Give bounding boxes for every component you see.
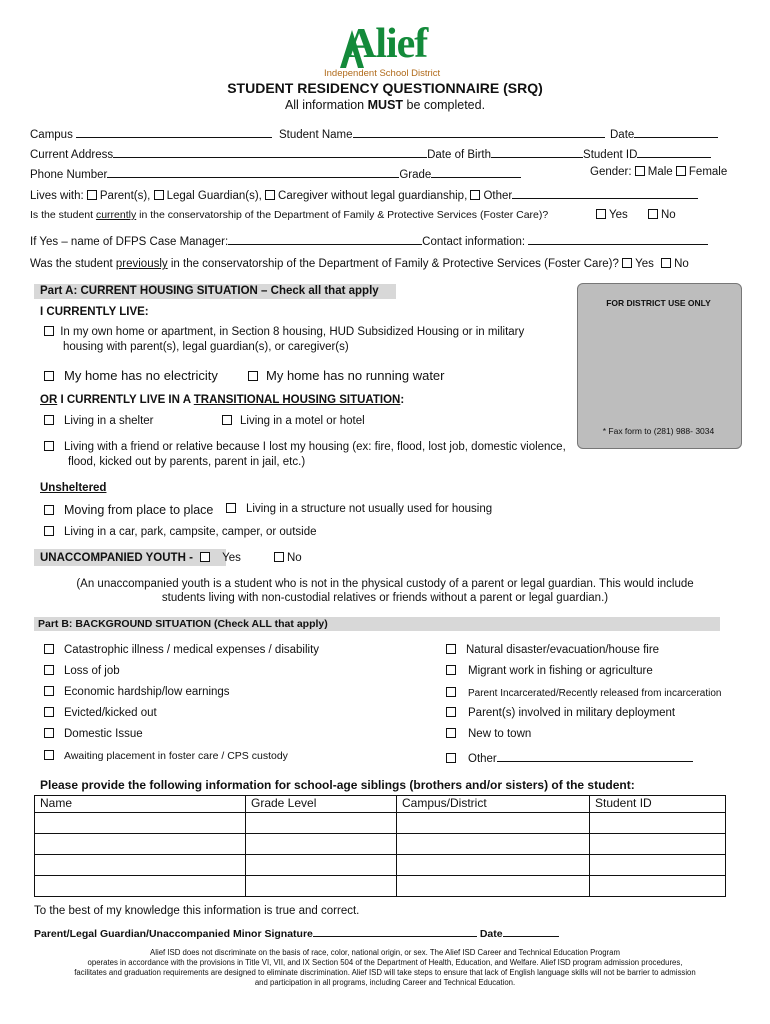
foster-q2-no-checkbox[interactable]	[661, 258, 671, 268]
partb-left-checkbox-1[interactable]	[44, 644, 54, 654]
dob-label: Date of Birth	[427, 149, 492, 161]
parents-label: Parent(s),	[99, 190, 151, 202]
parents-checkbox[interactable]	[87, 190, 97, 200]
form-title: STUDENT RESIDENCY QUESTIONNAIRE (SRQ)	[227, 80, 543, 96]
part-a-header: Part A: CURRENT HOUSING SITUATION – Check all that apply	[40, 285, 379, 297]
sibling-grade-cell[interactable]	[246, 834, 397, 855]
table-row	[35, 855, 726, 876]
partb-left-label-6: Awaiting placement in foster care / CPS custody	[64, 750, 288, 762]
other-checkbox[interactable]	[470, 190, 480, 200]
partb-left-checkbox-6[interactable]	[44, 750, 54, 760]
sibling-id-cell[interactable]	[590, 834, 726, 855]
partb-left-label-2: Loss of job	[64, 665, 120, 677]
no-water-checkbox[interactable]	[248, 371, 258, 381]
unaccompanied-no-checkbox[interactable]	[274, 552, 284, 562]
partb-left-label-3: Economic hardship/low earnings	[64, 686, 230, 698]
friend-relative-label-2: flood, kicked out by parents, parent in jail, etc.)	[68, 456, 306, 468]
unaccompanied-yes-checkbox[interactable]	[200, 552, 210, 562]
contact-field[interactable]	[528, 233, 708, 245]
partb-left-checkbox-2[interactable]	[44, 665, 54, 675]
partb-right-checkbox-3[interactable]	[446, 687, 456, 697]
partb-left-checkbox-4[interactable]	[44, 707, 54, 717]
foster-q1-no-checkbox[interactable]	[648, 209, 658, 219]
sibling-id-cell[interactable]	[590, 813, 726, 834]
sibling-grade-cell[interactable]	[246, 813, 397, 834]
subtitle-post: be completed.	[403, 98, 486, 112]
partb-right-checkbox-5[interactable]	[446, 728, 456, 738]
siblings-table	[34, 795, 726, 897]
foster-q2-no-label: No	[674, 258, 689, 270]
signature-field[interactable]	[313, 925, 477, 937]
sig-date-field[interactable]	[503, 925, 559, 937]
unaccompanied-yes-label: Yes	[222, 552, 241, 564]
legal-guardians-label: Legal Guardian(s),	[166, 190, 262, 202]
col-grade: Grade Level	[246, 796, 397, 813]
i-currently-live: I CURRENTLY LIVE:	[40, 306, 149, 318]
unaccompanied-no-label: No	[287, 552, 302, 564]
motel-label: Living in a motel or hotel	[240, 415, 365, 427]
partb-right-label-5: New to town	[468, 728, 532, 740]
partb-left-label-5: Domestic Issue	[64, 728, 143, 740]
student-id-field[interactable]	[637, 146, 711, 158]
sig-date-label: Date	[479, 928, 503, 940]
legal-guardians-checkbox[interactable]	[154, 190, 164, 200]
partb-right-checkbox-4[interactable]	[446, 707, 456, 717]
foster-q2-pre: Was the student	[30, 258, 116, 270]
sibling-campus-cell[interactable]	[397, 876, 590, 897]
contact-label: Contact information:	[422, 236, 526, 248]
foster-q1-pre: Is the student	[30, 209, 96, 221]
motel-checkbox[interactable]	[222, 415, 232, 425]
partb-right-checkbox-2[interactable]	[446, 665, 456, 675]
table-row	[35, 813, 726, 834]
date-field[interactable]	[634, 126, 718, 138]
moving-label: Moving from place to place	[64, 503, 214, 517]
certify-text: To the best of my knowledge this information is true and correct.	[34, 905, 360, 917]
female-label: Female	[688, 166, 728, 178]
phone-field[interactable]	[107, 166, 399, 178]
partb-right-label-6: Other	[468, 753, 497, 765]
no-water-label: My home has no running water	[266, 368, 445, 383]
sibling-campus-cell[interactable]	[397, 834, 590, 855]
own-home-checkbox[interactable]	[44, 326, 54, 336]
address-label: Current Address	[30, 149, 114, 161]
campus-field[interactable]	[76, 126, 272, 138]
campus-label: Campus	[30, 129, 73, 141]
transitional-label: TRANSITIONAL HOUSING SITUATION	[193, 394, 401, 406]
sibling-campus-cell[interactable]	[397, 813, 590, 834]
foster-q1-yes-checkbox[interactable]	[596, 209, 606, 219]
no-electricity-label: My home has no electricity	[64, 368, 218, 383]
foster-q1-no-label: No	[661, 209, 676, 221]
foster-q1-post: in the conservatorship of the Department of Family & Protective Services (Foster Care)?	[136, 209, 549, 221]
partb-right-label-2: Migrant work in fishing or agriculture	[468, 665, 653, 677]
sibling-grade-cell[interactable]	[246, 876, 397, 897]
fax-note: * Fax form to (281) 988- 3034	[602, 426, 715, 436]
footer-line-1: Alief ISD does not discriminate on the basis of race, color, national origin, or sex. The Alief ISD Career and Technical Education Program	[150, 948, 620, 957]
logo-name: Alief	[346, 21, 428, 67]
partb-right-label-4: Parent(s) involved in military deployment	[468, 707, 676, 719]
footer-line-4: and participation in all programs, including Career and Technical Education.	[254, 978, 516, 987]
or-live-text: I CURRENTLY LIVE IN A	[57, 394, 194, 406]
foster-q2-yes-label: Yes	[635, 258, 654, 270]
no-electricity-checkbox[interactable]	[44, 371, 54, 381]
sibling-campus-cell[interactable]	[397, 855, 590, 876]
car-park-checkbox[interactable]	[44, 526, 54, 536]
case-manager-label: If Yes – name of DFPS Case Manager:	[30, 236, 229, 248]
col-campus: Campus/District	[397, 796, 590, 813]
lives-with-label: Lives with:	[30, 190, 84, 202]
part-b-header: Part B: BACKGROUND SITUATION (Check ALL that apply)	[38, 618, 328, 630]
partb-left-checkbox-3[interactable]	[44, 686, 54, 696]
car-park-label: Living in a car, park, campsite, camper, or outside	[64, 526, 317, 538]
sibling-id-cell[interactable]	[590, 855, 726, 876]
partb-right-label-3: Parent Incarcerated/Recently released from incarceration	[468, 688, 722, 699]
student-name-field[interactable]	[353, 126, 605, 138]
own-home-label-1: In my own home or apartment, in Section 8 housing, HUD Subsidized Housing or in military	[60, 326, 525, 338]
grade-field[interactable]	[431, 166, 521, 178]
caregiver-label: Caregiver without legal guardianship,	[278, 190, 468, 202]
unaccompanied-def-1: (An unaccompanied youth is a student who is not in the physical custody of a parent or legal guardian. This would include	[76, 578, 694, 590]
district-use-label: FOR DISTRICT USE ONLY	[606, 298, 711, 308]
partb-left-label-1: Catastrophic illness / medical expenses / disability	[64, 644, 320, 656]
unsheltered-heading: Unsheltered	[40, 482, 107, 494]
dob-field[interactable]	[491, 146, 583, 158]
partb-right-checkbox-6[interactable]	[446, 753, 456, 763]
male-checkbox[interactable]	[635, 166, 645, 176]
sibling-name-cell[interactable]	[35, 876, 246, 897]
siblings-header: Please provide the following information for school-age siblings (brothers and/or sisters) of the student:	[40, 778, 635, 792]
col-student-id: Student ID	[590, 796, 726, 813]
sibling-name-cell[interactable]	[35, 813, 246, 834]
foster-q2-yes-checkbox[interactable]	[622, 258, 632, 268]
grade-label: Grade	[399, 169, 432, 181]
foster-q1-yes-label: Yes	[609, 209, 628, 221]
partb-left-label-4: Evicted/kicked out	[64, 707, 157, 719]
siblings-table-header-row	[35, 796, 726, 813]
unaccompanied-label: UNACCOMPANIED YOUTH -	[40, 552, 193, 564]
sibling-name-cell[interactable]	[35, 855, 246, 876]
structure-checkbox[interactable]	[226, 503, 236, 513]
footer-line-3: facilitates and graduation requirements are designed to eliminate discrimination. Alief ISD will take steps to ensure that lack of English language skills will not be barrier to admission	[74, 968, 696, 977]
table-row	[35, 834, 726, 855]
col-name: Name	[35, 796, 246, 813]
own-home-label-2: housing with parent(s), legal guardian(s), or caregiver(s)	[63, 341, 349, 353]
date-label: Date	[610, 129, 635, 141]
phone-label: Phone Number	[30, 169, 108, 181]
student-name-label: Student Name	[279, 129, 353, 141]
foster-q1-currently: currently	[95, 209, 137, 221]
student-id-label: Student ID	[583, 149, 638, 161]
subtitle-must: MUST	[367, 98, 404, 112]
sibling-id-cell[interactable]	[590, 876, 726, 897]
shelter-label: Living in a shelter	[64, 415, 154, 427]
footer-line-2: operates in accordance with the provisions in Title VI, VII, and IX Section 504 of the Department of Health, Education, and Welfare. Alief ISD program admission procedures,	[87, 958, 683, 967]
friend-relative-checkbox[interactable]	[44, 441, 54, 451]
logo-subtitle: Independent School District	[324, 68, 441, 79]
caregiver-checkbox[interactable]	[265, 190, 275, 200]
form-subtitle	[0, 98, 770, 112]
sibling-grade-cell[interactable]	[246, 855, 397, 876]
partb-right-checkbox-1[interactable]	[446, 644, 456, 654]
foster-q2-previously: previously	[115, 258, 168, 270]
structure-label: Living in a structure not usually used for housing	[246, 503, 493, 515]
or-label: OR	[40, 394, 58, 406]
or-live-colon: :	[400, 394, 405, 406]
shelter-checkbox[interactable]	[44, 415, 54, 425]
other-label: Other	[483, 190, 513, 202]
male-label: Male	[647, 166, 673, 178]
moving-checkbox[interactable]	[44, 505, 54, 515]
nondiscrimination-footer	[40, 948, 730, 988]
signature-label: Parent/Legal Guardian/Unaccompanied Minor Signature	[34, 928, 313, 940]
partb-left-checkbox-5[interactable]	[44, 728, 54, 738]
other-field[interactable]	[512, 187, 698, 199]
female-checkbox[interactable]	[676, 166, 686, 176]
sibling-name-cell[interactable]	[35, 834, 246, 855]
table-row	[35, 876, 726, 897]
subtitle-pre: All information	[284, 98, 368, 112]
unaccompanied-def-2: students living with non-custodial relatives or friends without a parent or legal guardian.)	[161, 592, 609, 604]
district-logo	[324, 21, 456, 82]
partb-other-field[interactable]	[497, 750, 693, 762]
case-manager-field[interactable]	[228, 233, 422, 245]
friend-relative-label-1: Living with a friend or relative because I lost my housing (ex: fire, flood, lost job, domestic violence,	[64, 441, 566, 453]
gender-label: Gender:	[590, 166, 632, 178]
address-field[interactable]	[113, 146, 427, 158]
foster-q2-post: in the conservatorship of the Department of Family & Protective Services (Foster Care)?	[167, 258, 619, 270]
partb-right-label-1: Natural disaster/evacuation/house fire	[466, 644, 660, 656]
